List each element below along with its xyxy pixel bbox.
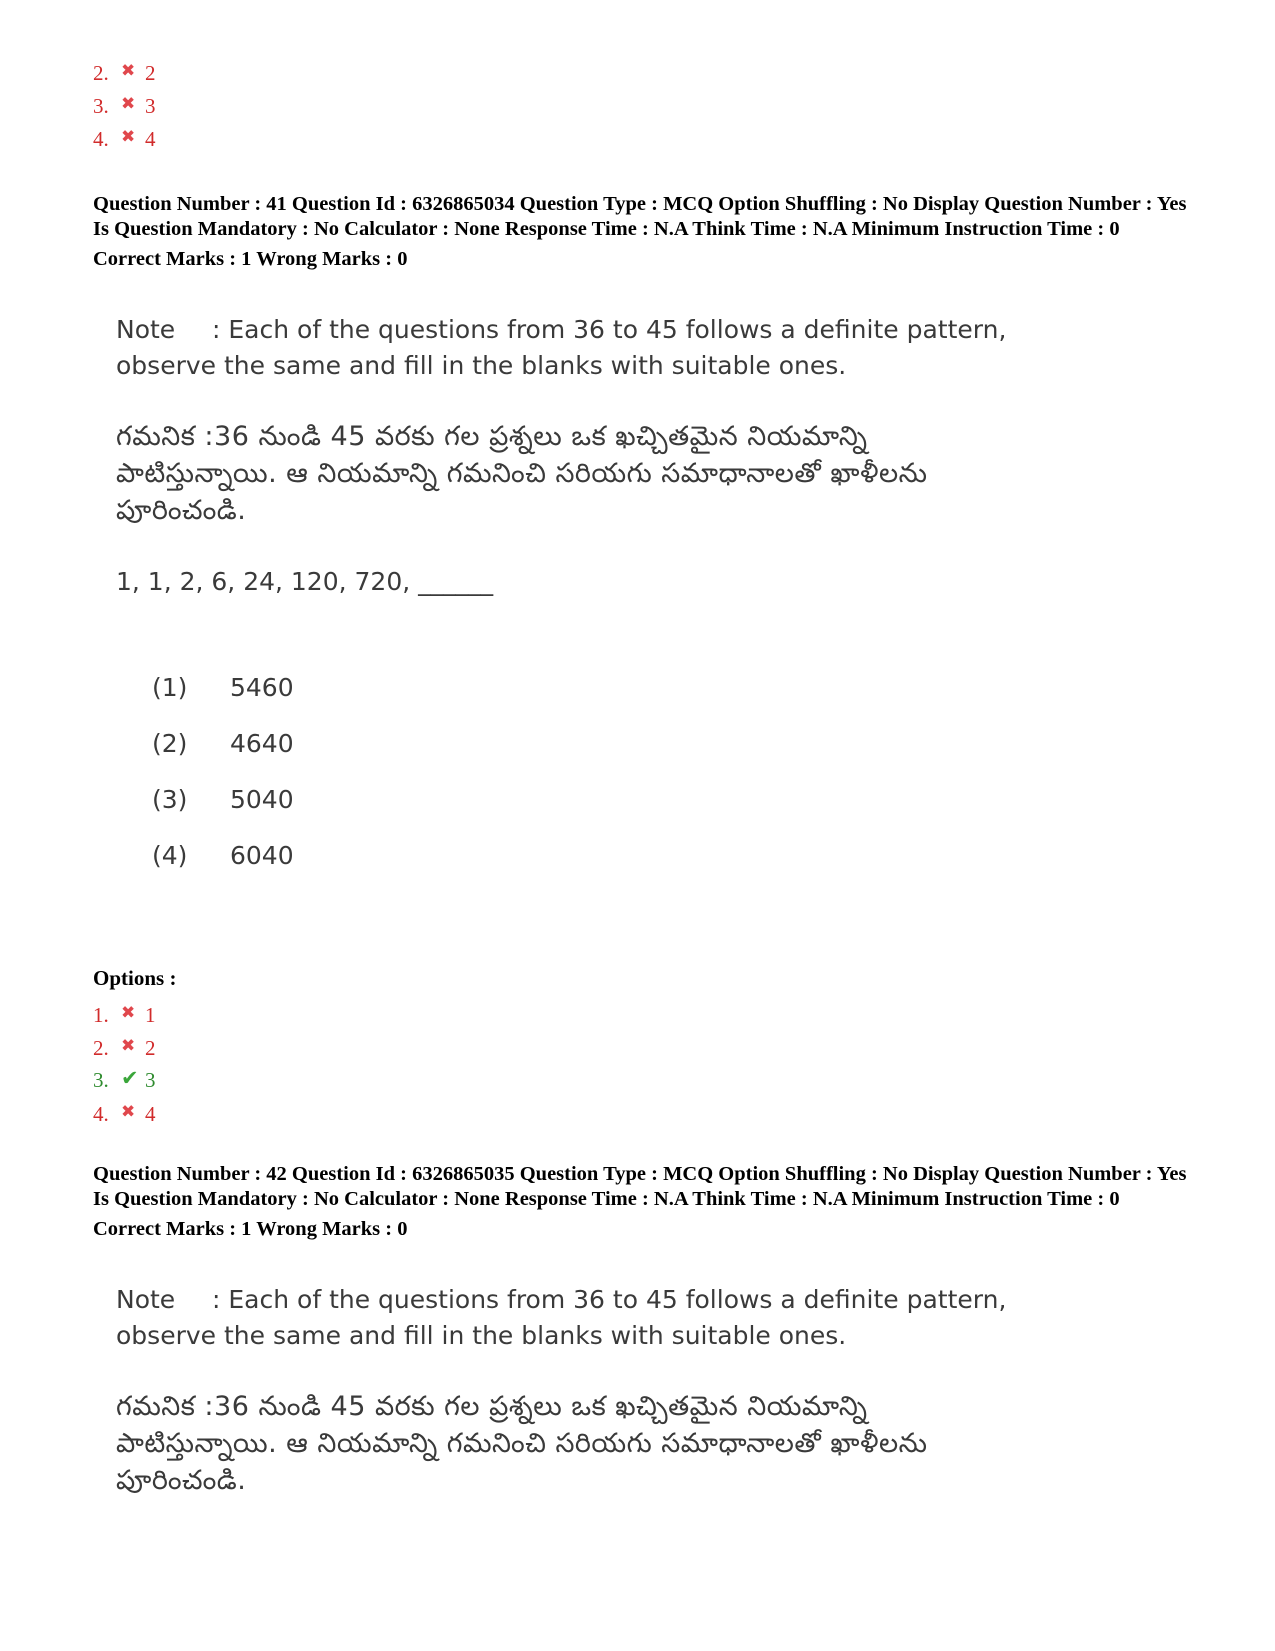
- option-value: 2: [145, 61, 156, 85]
- question-metadata: Question Number : 42 Question Id : 6326865035 Question Type : MCQ Option Shuffling : No Display Question Number : Yes Is Question Mandatory : No Calculator : None Response Time : N.A Think Time : N.A Minimum Instruction Time : 0: [93, 1163, 1187, 1210]
- option-number: 3.: [93, 1068, 109, 1092]
- option-value: 1: [145, 1003, 156, 1027]
- choice-value: 5040: [230, 785, 294, 814]
- option-value: 4: [145, 127, 156, 151]
- option-number: 2.: [93, 1036, 109, 1060]
- option-number: 2.: [93, 61, 109, 85]
- option-value: 3: [145, 1068, 156, 1092]
- choice-value: 5460: [230, 673, 294, 702]
- answer-choices: [116, 660, 1016, 884]
- cross-icon: ✖: [121, 1003, 136, 1022]
- cross-icon: ✖: [121, 94, 136, 113]
- option-value: 2: [145, 1036, 156, 1060]
- option-row-correct: [93, 1062, 156, 1095]
- previous-question-options: [93, 54, 156, 153]
- choice-number: (2): [152, 729, 188, 758]
- question-marks: Correct Marks : 1 Wrong Marks : 0: [93, 1218, 408, 1240]
- option-row: [93, 996, 156, 1029]
- option-row: [93, 120, 156, 153]
- choice-number: (3): [152, 785, 188, 814]
- answer-choice: [152, 660, 1016, 716]
- choice-value: 6040: [230, 841, 294, 870]
- choice-number: (4): [152, 841, 188, 870]
- question-41-body: [116, 312, 1016, 884]
- telugu-note: గమనిక :36 నుండి 45 వరకు గల ప్రశ్నలు ఒక ఖచ్చితమైన నియమాన్ని పాటిస్తున్నాయి. ఆ నియమాన్ని గమనించి సరియగు సమాధానాలతో ఖాళీలను పూరించండి.: [116, 421, 928, 526]
- answer-choice: [152, 716, 1016, 772]
- options-label: Options :: [93, 966, 177, 990]
- check-icon: ✔: [121, 1066, 139, 1090]
- question-metadata: Question Number : 41 Question Id : 6326865034 Question Type : MCQ Option Shuffling : No Display Question Number : Yes Is Question Mandatory : No Calculator : None Response Time : N.A Think Time : N.A Minimum Instruction Time : 0: [93, 193, 1187, 240]
- cross-icon: ✖: [121, 61, 136, 80]
- option-number: 3.: [93, 94, 109, 118]
- question-41-options: [93, 996, 156, 1128]
- question-41-header: [93, 192, 1193, 272]
- cross-icon: ✖: [121, 1036, 136, 1055]
- question-42-body: [116, 1282, 1016, 1499]
- option-value: 4: [145, 1102, 156, 1126]
- option-row: [93, 54, 156, 87]
- question-42-header: [93, 1162, 1193, 1242]
- option-value: 3: [145, 94, 156, 118]
- answer-choice: [152, 772, 1016, 828]
- choice-number: (1): [152, 673, 188, 702]
- note-label: Note: [116, 1285, 176, 1314]
- cross-icon: ✖: [121, 1102, 136, 1121]
- option-row: [93, 1095, 156, 1128]
- number-sequence: 1, 1, 2, 6, 24, 120, 720, ______: [116, 567, 494, 596]
- note-content: : Each of the questions from 36 to 45 follows a definite pattern, observe the same and fill in the blanks with suitable ones.: [116, 1285, 1007, 1350]
- cross-icon: ✖: [121, 127, 136, 146]
- telugu-note: గమనిక :36 నుండి 45 వరకు గల ప్రశ్నలు ఒక ఖచ్చితమైన నియమాన్ని పాటిస్తున్నాయి. ఆ నియమాన్ని గమనించి సరియగు సమాధానాలతో ఖాళీలను పూరించండి.: [116, 1391, 928, 1496]
- option-number: 4.: [93, 127, 109, 151]
- question-marks: Correct Marks : 1 Wrong Marks : 0: [93, 248, 408, 270]
- note-text: [116, 1282, 1016, 1354]
- option-number: 1.: [93, 1003, 109, 1027]
- option-number: 4.: [93, 1102, 109, 1126]
- option-row: [93, 1029, 156, 1062]
- option-row: [93, 87, 156, 120]
- choice-value: 4640: [230, 729, 294, 758]
- note-content: : Each of the questions from 36 to 45 follows a definite pattern, observe the same and fill in the blanks with suitable ones.: [116, 315, 1007, 380]
- note-text: [116, 312, 1016, 384]
- answer-choice: [152, 828, 1016, 884]
- note-label: Note: [116, 315, 176, 344]
